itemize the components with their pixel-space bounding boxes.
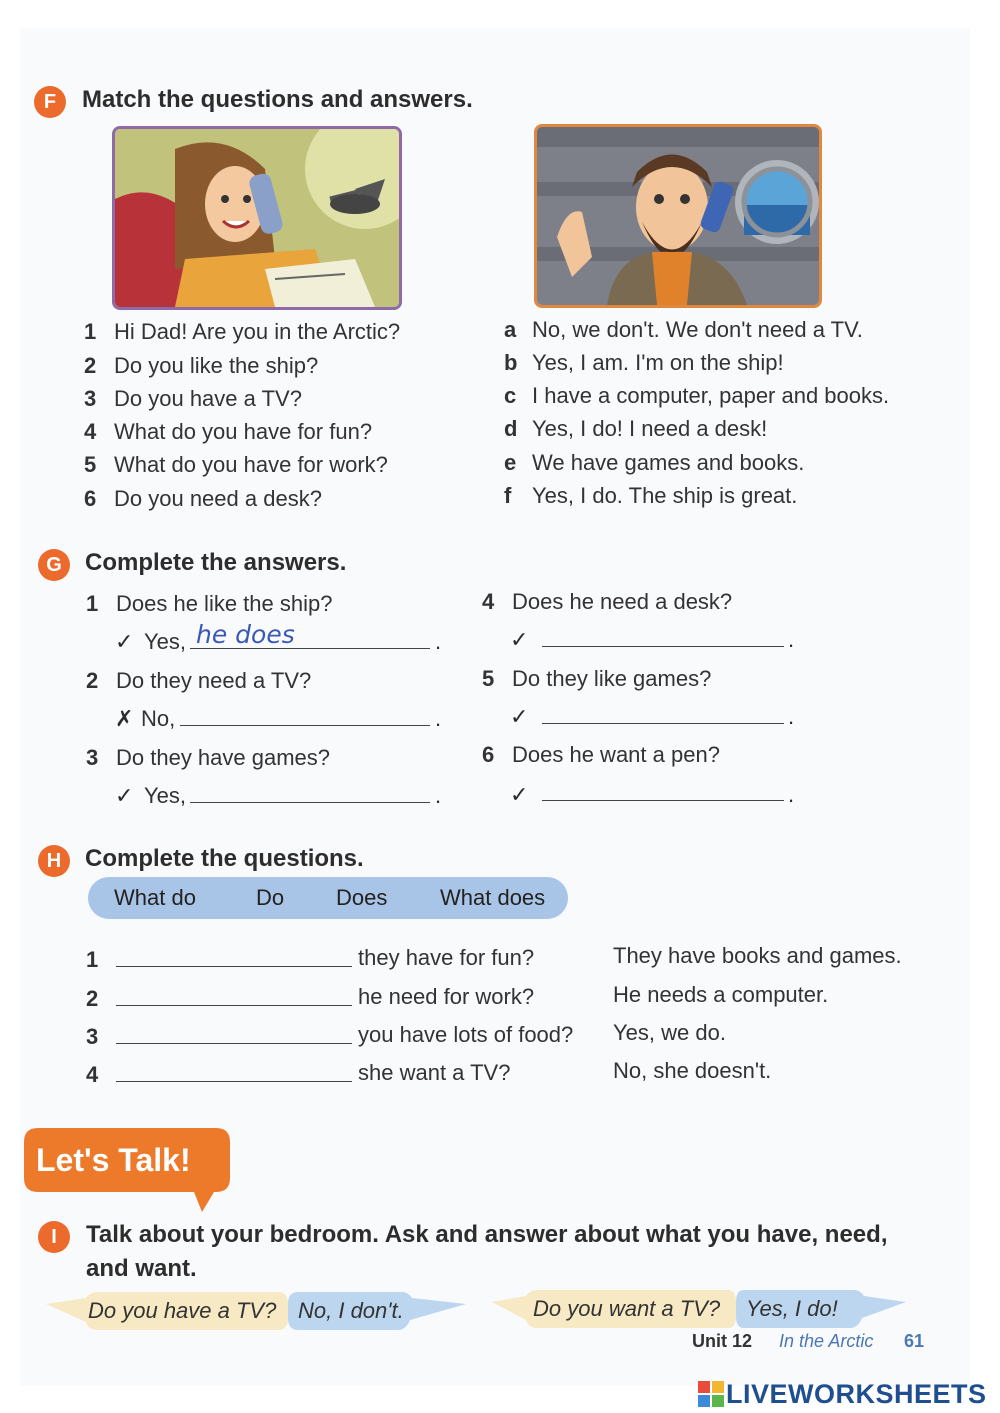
f-question-2: 2 Do you like the ship? bbox=[84, 353, 319, 378]
f-question-6: 6 Do you need a desk? bbox=[84, 486, 322, 511]
liveworksheets-watermark: LIVEWORKSHEETS bbox=[726, 1379, 987, 1409]
h-row-3-answer: Yes, we do. bbox=[613, 1020, 726, 1045]
g-answer-1-period: . bbox=[435, 629, 442, 654]
g-answer-4-period: . bbox=[788, 627, 795, 652]
g-question-5: 5 Do they like games? bbox=[482, 666, 712, 691]
speech-bubble-question-2: Do you want a TV? bbox=[533, 1296, 721, 1321]
man-on-phone-image bbox=[534, 124, 822, 308]
f-answer-f: f Yes, I do. The ship is great. bbox=[504, 483, 798, 508]
g-answer-2-prefix: No, bbox=[141, 706, 176, 731]
section-i-instruction-line-2: and want. bbox=[86, 1255, 197, 1282]
f-question-1: 1 Hi Dad! Are you in the Arctic? bbox=[84, 319, 401, 344]
check-mark-icon: ✓ bbox=[510, 704, 529, 729]
footer-unit: Unit 12 bbox=[692, 1331, 753, 1351]
girl-on-phone-image bbox=[112, 126, 402, 310]
f-answer-d: d Yes, I do! I need a desk! bbox=[504, 416, 768, 441]
section-f-badge: F bbox=[34, 86, 66, 118]
cross-mark-icon: ✗ bbox=[115, 706, 134, 731]
h-row-3-question: you have lots of food? bbox=[358, 1022, 574, 1047]
f-answer-b: b Yes, I am. I'm on the ship! bbox=[504, 350, 784, 375]
lets-talk-banner bbox=[24, 1128, 230, 1194]
speech-bubble-answer-2: Yes, I do! bbox=[746, 1296, 838, 1321]
f-answer-a: a No, we don't. We don't need a TV. bbox=[504, 317, 863, 342]
h-row-2-question: he need for work? bbox=[358, 984, 535, 1009]
speech-bubble-answer-1: No, I don't. bbox=[298, 1298, 404, 1323]
g-answer-5-input[interactable] bbox=[542, 723, 784, 724]
footer-page-number: 61 bbox=[904, 1331, 925, 1351]
f-question-4: 4 What do you have for fun? bbox=[84, 419, 373, 444]
h-row-1-question: they have for fun? bbox=[358, 945, 535, 970]
g-answer-4-input[interactable] bbox=[542, 646, 784, 647]
lets-talk-label: Let's Talk! bbox=[36, 1142, 191, 1178]
g-answer-3-prefix: Yes, bbox=[144, 783, 187, 808]
g-answer-2-period: . bbox=[435, 706, 442, 731]
word-bank-item: Does bbox=[336, 885, 388, 910]
g-question-6: 6 Does he want a pen? bbox=[482, 742, 720, 767]
g-answer-1-prefix: Yes, bbox=[144, 629, 187, 654]
g-answer-6-period: . bbox=[788, 782, 795, 807]
h-row-4-question: she want a TV? bbox=[358, 1060, 511, 1085]
g-question-4: 4 Does he need a desk? bbox=[482, 589, 733, 614]
g-question-3: 3 Do they have games? bbox=[86, 745, 331, 770]
section-i-instruction-line-1: Talk about your bedroom. Ask and answer about what you have, need, bbox=[86, 1221, 888, 1248]
section-i-badge: I bbox=[38, 1221, 70, 1253]
g-answer-1-input[interactable]: he does bbox=[196, 620, 295, 649]
check-mark-icon: ✓ bbox=[510, 627, 529, 652]
f-answer-c: c I have a computer, paper and books. bbox=[504, 383, 890, 408]
g-answer-2-input[interactable] bbox=[180, 725, 430, 726]
section-h-title: Complete the questions. bbox=[85, 845, 364, 872]
g-question-2: 2 Do they need a TV? bbox=[86, 668, 312, 693]
g-answer-3-period: . bbox=[435, 783, 442, 808]
check-mark-icon: ✓ bbox=[510, 782, 529, 807]
h-row-4-input[interactable] bbox=[116, 1081, 352, 1082]
check-mark-icon: ✓ bbox=[115, 783, 134, 808]
h-row-2-input[interactable] bbox=[116, 1005, 352, 1006]
word-bank-item: Do bbox=[256, 885, 285, 910]
section-h-badge: H bbox=[38, 845, 70, 877]
g-answer-6-input[interactable] bbox=[542, 800, 784, 801]
h-row-3-input[interactable] bbox=[116, 1043, 352, 1044]
f-answer-e: e We have games and books. bbox=[504, 450, 805, 475]
section-g-badge: G bbox=[38, 549, 70, 581]
g-answer-1-line bbox=[190, 648, 430, 649]
h-row-2-answer: He needs a computer. bbox=[613, 982, 829, 1007]
h-row-4-answer: No, she doesn't. bbox=[613, 1058, 772, 1083]
h-row-2-number: 2 bbox=[86, 986, 99, 1011]
word-bank bbox=[88, 877, 568, 919]
h-row-1-input[interactable] bbox=[116, 966, 352, 967]
word-bank-item: What does bbox=[440, 885, 546, 910]
h-row-3-number: 3 bbox=[86, 1024, 99, 1049]
footer-topic: In the Arctic bbox=[779, 1331, 874, 1351]
liveworksheets-logo-icon bbox=[698, 1381, 724, 1407]
f-question-3: 3 Do you have a TV? bbox=[84, 386, 302, 411]
check-mark-icon: ✓ bbox=[115, 629, 134, 654]
g-answer-3-input[interactable] bbox=[190, 802, 430, 803]
section-g-title: Complete the answers. bbox=[85, 549, 347, 576]
speech-bubble-question-1: Do you have a TV? bbox=[88, 1298, 277, 1323]
h-row-1-number: 1 bbox=[86, 947, 99, 972]
g-answer-5-period: . bbox=[788, 704, 795, 729]
section-f-title: Match the questions and answers. bbox=[82, 86, 473, 113]
word-bank-item: What do bbox=[114, 885, 196, 910]
g-question-1: 1 Does he like the ship? bbox=[86, 591, 333, 616]
h-row-1-answer: They have books and games. bbox=[613, 943, 902, 968]
h-row-4-number: 4 bbox=[86, 1062, 99, 1087]
f-question-5: 5 What do you have for work? bbox=[84, 452, 388, 477]
